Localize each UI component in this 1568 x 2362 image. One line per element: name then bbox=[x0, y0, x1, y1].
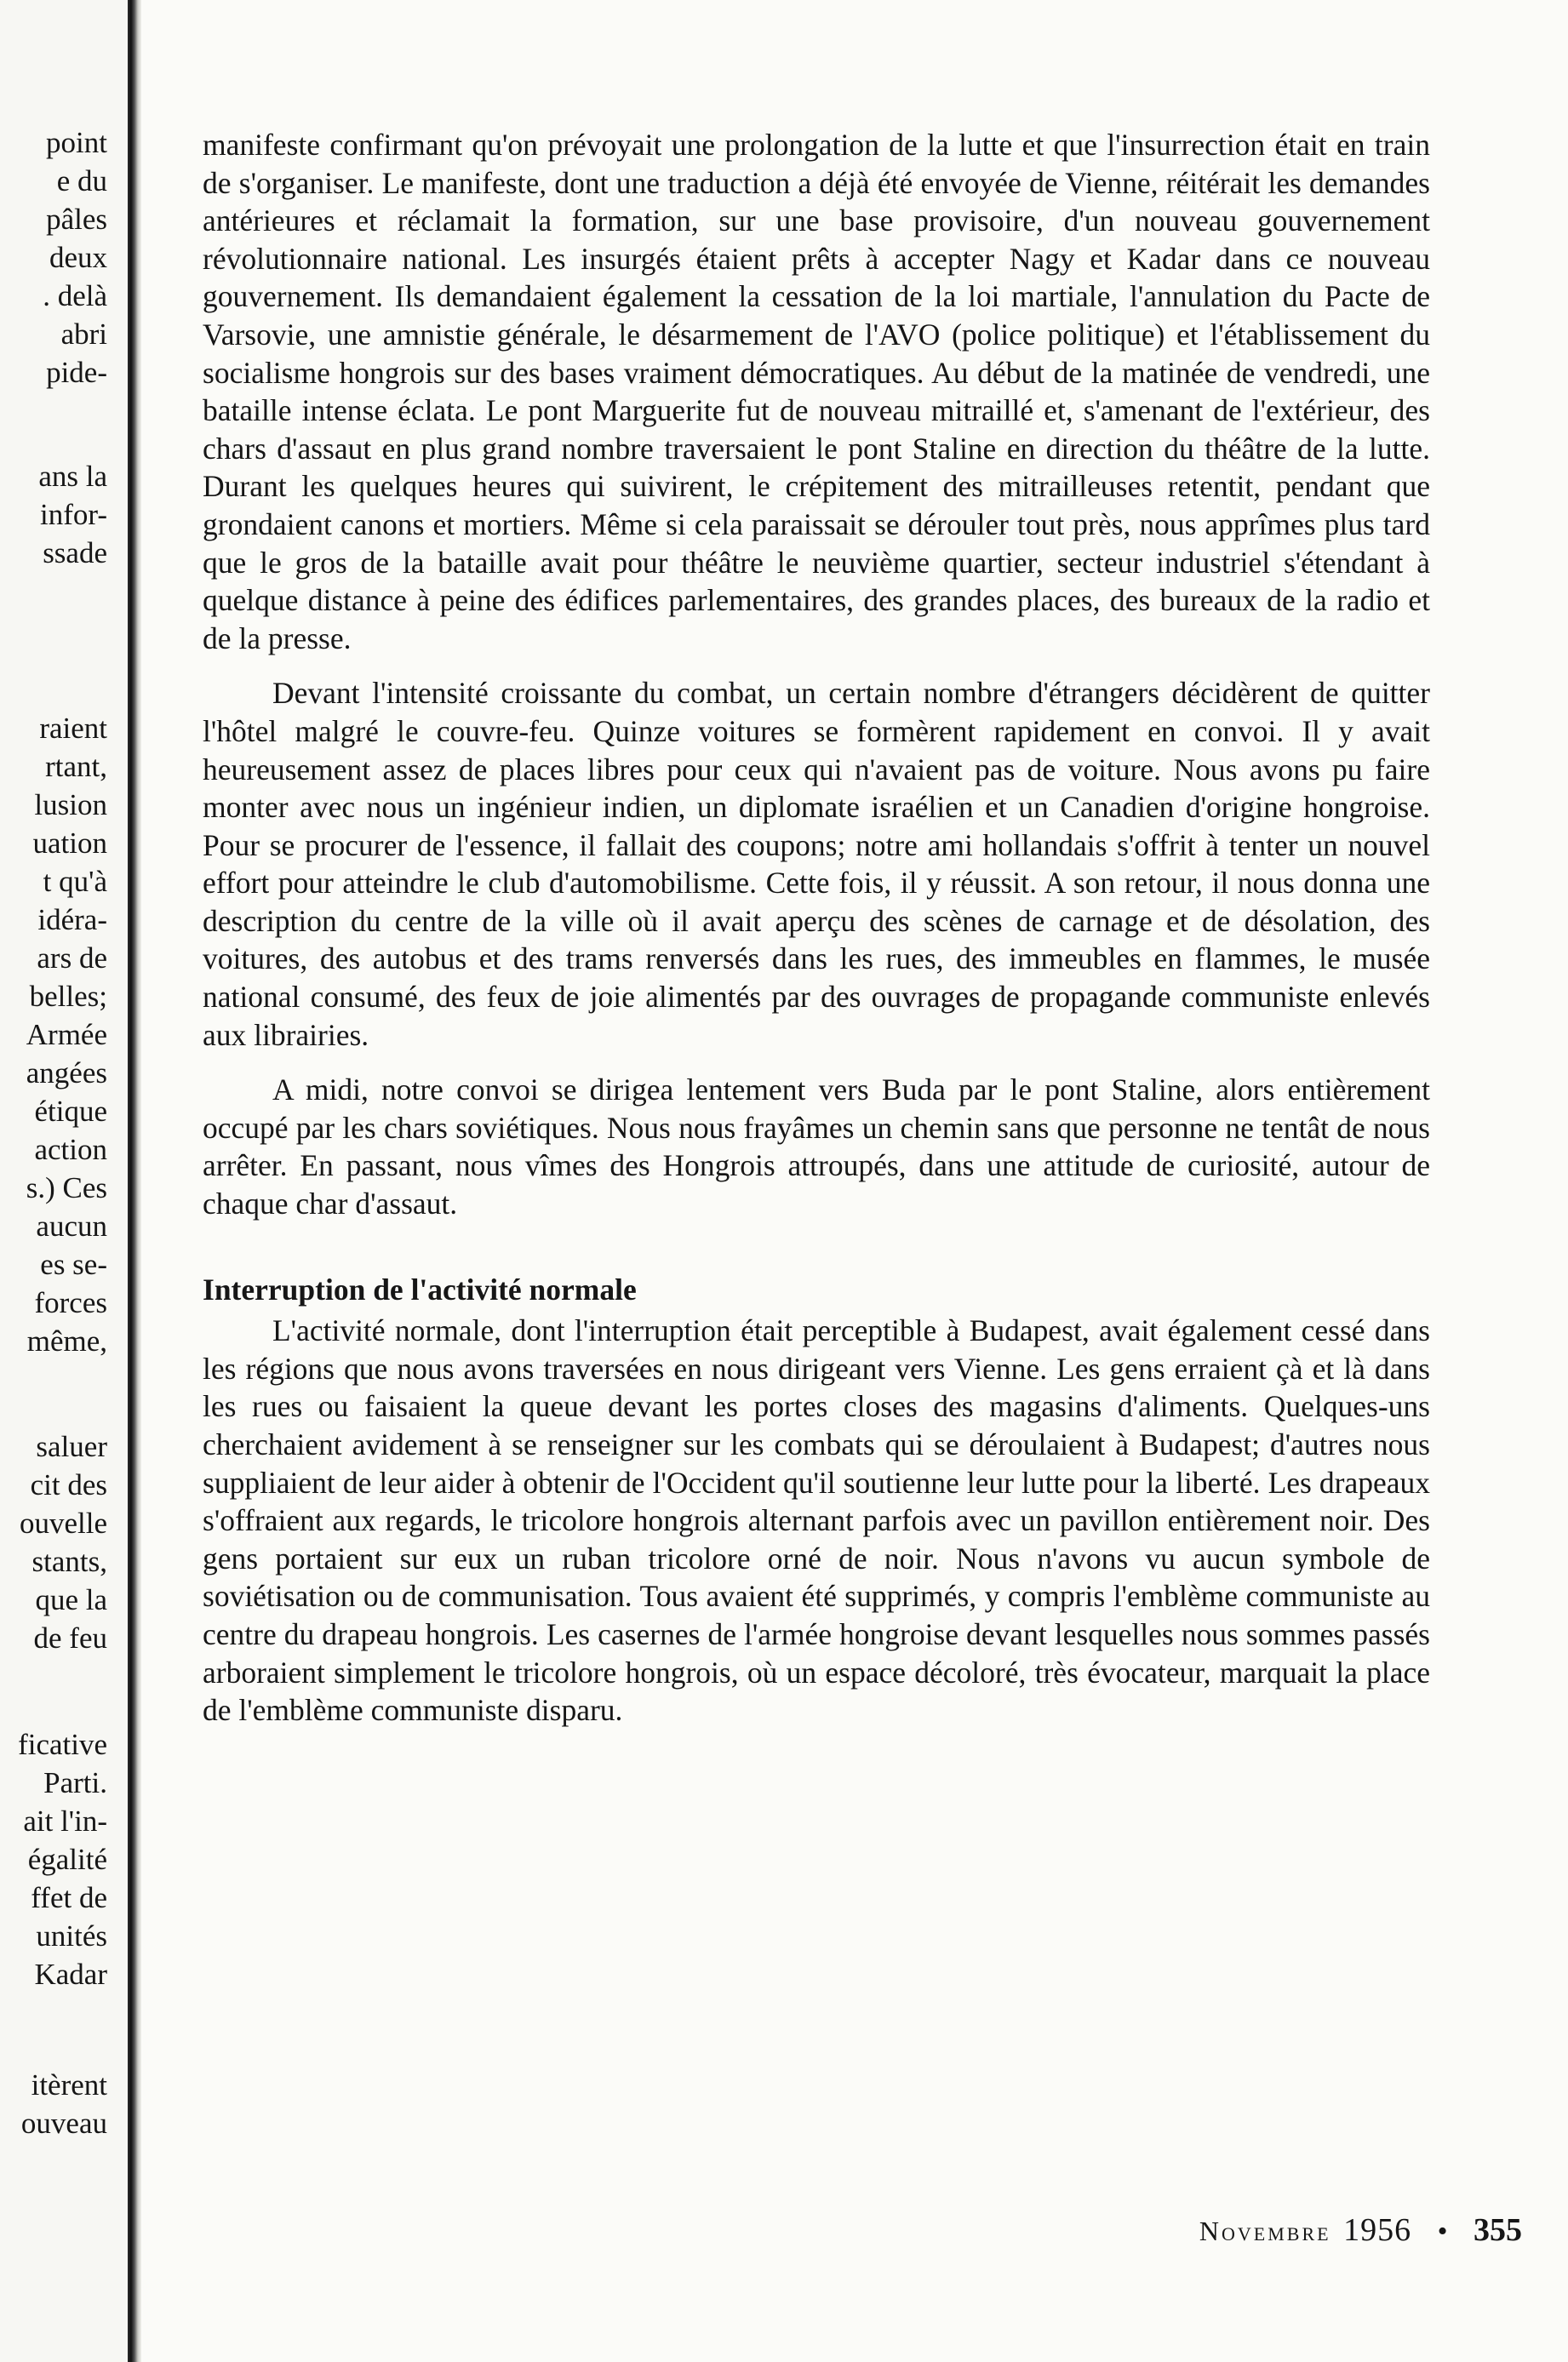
left-column-fragment: deux bbox=[49, 241, 107, 274]
left-column-fragment: . delà bbox=[43, 279, 107, 312]
left-column-fragment: égalité bbox=[27, 1843, 107, 1876]
page-footer bbox=[1199, 2211, 1522, 2249]
left-column-fragment: ans la bbox=[38, 460, 107, 493]
left-column-fragment: Kadar bbox=[34, 1958, 107, 1991]
left-column-fragment: uation bbox=[32, 826, 107, 860]
left-column-fragment: es se- bbox=[40, 1248, 107, 1281]
footer-month: Novembre bbox=[1199, 2216, 1331, 2246]
left-column-fragment: ffet de bbox=[31, 1881, 107, 1914]
left-column-fragment: belles; bbox=[29, 980, 107, 1013]
left-column-fragment: ars de bbox=[37, 941, 107, 975]
left-column-fragment: raient bbox=[39, 712, 107, 745]
left-column-fragment: pâles bbox=[46, 203, 107, 236]
binding-gutter-rule bbox=[128, 0, 141, 2362]
article-paragraph-2: Devant l'intensité croissante du combat, un certain nombre d'étrangers décidèrent de quitter l'hôtel malgré le couvre-feu. Quinze voitures se formèrent rapidement en convoi. Il y avait heureusement assez de places libres pour ceux qui n'avaient pas de voiture. Nous avons pu faire monter avec nous un ingénieur indien, un diplomate israélien et un Canadien d'origine hongroise. Pour se procurer de l'essence, il fallait des coupons; notre ami hollandais s'offrit à tenter un nouvel effort pour atteindre le club d'automobilisme. Cette fois, il y réussit. A son retour, il nous donna une description du centre de la ville où il avait aperçu des scènes de carnage et de désolation, des voitures, des autobus et des trams renversés dans les rues, des immeubles en flammes, le musée national consumé, des feux de joie alimentés par des ouvrages de propagande communiste enlevés aux librairies. bbox=[203, 676, 1430, 1052]
left-column-fragment: de feu bbox=[33, 1621, 107, 1655]
left-column-fragment: aucun bbox=[36, 1210, 107, 1243]
left-column-fragment: forces bbox=[34, 1286, 107, 1319]
left-column-fragment: point bbox=[46, 126, 107, 159]
previous-column-fragments bbox=[0, 0, 119, 2362]
left-column-fragment: infor- bbox=[40, 498, 107, 531]
left-column-fragment: même, bbox=[26, 1324, 107, 1358]
left-column-fragment: action bbox=[34, 1133, 107, 1166]
left-column-fragment: ficative bbox=[18, 1728, 107, 1761]
left-column-fragment: cit des bbox=[30, 1468, 107, 1501]
left-column-fragment: que la bbox=[35, 1583, 107, 1616]
footer-separator: • bbox=[1437, 2216, 1448, 2247]
article-paragraph-4: L'activité normale, dont l'interruption était perceptible à Budapest, avait également cessé dans les régions que nous avons traversées en nous dirigeant vers Vienne. Les gens erraient çà et là dans les rues ou faisaient la queue devant les portes closes des magasins d'aliments. Quelques-uns cherchaient avidement à se renseigner sur les combats qui se déroulaient à Budapest; d'autres nous suppliaient de leur aider à obtenir de l'Occident qu'il soutienne leur lutte pour la liberté. Les drapeaux s'offraient aux regards, le tricolore hongrois alternant parfois avec un pavillon entièrement noir. Des gens portaient sur eux un ruban tricolore orné de noir. Nous n'avons vu aucun symbole de soviétisation ou de communisation. Tous avaient été supprimés, y compris l'emblème communiste au centre du drapeau hongrois. Les casernes de l'armée hongroise devant lesquelles nous sommes passés arboraient simplement le tricolore hongrois, où un espace décoloré, très évocateur, marquait la place de l'emblème communiste disparu. bbox=[203, 1313, 1430, 1728]
left-column-fragment: stants, bbox=[31, 1545, 107, 1578]
left-column-fragment: angées bbox=[26, 1056, 107, 1089]
article-paragraph-1: manifeste confirmant qu'on prévoyait une prolongation de la lutte et que l'insurrection était en train de s'organiser. Le manifeste, dont une traduction a déjà été envoyée de Vienne, réitérait les demandes antérieures et réclamait la formation, sur une base provisoire, d'un nouveau gouvernement révolutionnaire national. Les insurgés étaient prêts à accepter Nagy et Kadar dans ce nouveau gouvernement. Ils demandaient également la cessation de la loi martiale, l'annulation du Pacte de Varsovie, une amnistie générale, le désarmement de l'AVO (police politique) et l'établissement du socialisme hongrois sur des bases vraiment démocratiques. Au début de la matinée de vendredi, une bataille intense éclata. Le pont Marguerite fut de nouveau mitraillé et, s'amenant de l'extérieur, des chars d'assaut en plus grand nombre traversaient le pont Staline en direction du théâtre de la lutte. Durant les quelques heures qui suivirent, le crépitement des mitrailleuses retentit, pendant que grondaient canons et mortiers. Même si cela paraissait se dérouler tout près, nous apprîmes plus tard que le gros de la bataille avait pour théâtre le neuvième quartier, secteur industriel s'étendant à quelque distance à peine des édifices parlementaires, des grandes places, des bureaux de la radio et de la presse. bbox=[203, 128, 1430, 655]
left-column-fragment: ssade bbox=[43, 536, 107, 569]
left-column-fragment: unités bbox=[36, 1919, 107, 1953]
page-number: 355 bbox=[1474, 2212, 1522, 2248]
article-paragraph-3: A midi, notre convoi se dirigea lentement vers Buda par le pont Staline, alors entièrement occupé par les chars soviétiques. Nous nous frayâmes un chemin sans que personne ne tentât de nous arrêter. En passant, nous vîmes des Hongrois attroupés, dans une attitude de curiosité, autour de chaque char d'assaut. bbox=[203, 1072, 1430, 1221]
left-column-fragment: saluer bbox=[36, 1430, 107, 1463]
article-column bbox=[203, 126, 1430, 1730]
left-column-fragment: rtant, bbox=[45, 750, 107, 783]
footer-year: 1956 bbox=[1343, 2212, 1412, 2248]
left-column-fragment: ait l'in- bbox=[23, 1804, 107, 1838]
left-column-fragment: s.) Ces bbox=[26, 1171, 107, 1204]
left-column-fragment: lusion bbox=[34, 788, 107, 821]
left-column-fragment: itèrent bbox=[31, 2068, 107, 2102]
left-column-fragment: abri bbox=[60, 317, 107, 351]
left-column-fragment: t qu'à bbox=[43, 865, 107, 898]
left-column-fragment: Armée bbox=[26, 1018, 107, 1051]
left-column-fragment: e du bbox=[56, 164, 107, 197]
left-column-fragment: ouvelle bbox=[19, 1507, 107, 1540]
left-column-fragment: pide- bbox=[46, 356, 107, 389]
section-heading: Interruption de l'activité normale bbox=[203, 1272, 637, 1307]
left-column-fragment: ouveau bbox=[20, 2107, 107, 2140]
left-column-fragment: étique bbox=[34, 1095, 107, 1128]
left-column-fragment: Parti. bbox=[43, 1766, 107, 1799]
left-column-fragment: idéra- bbox=[37, 903, 107, 936]
